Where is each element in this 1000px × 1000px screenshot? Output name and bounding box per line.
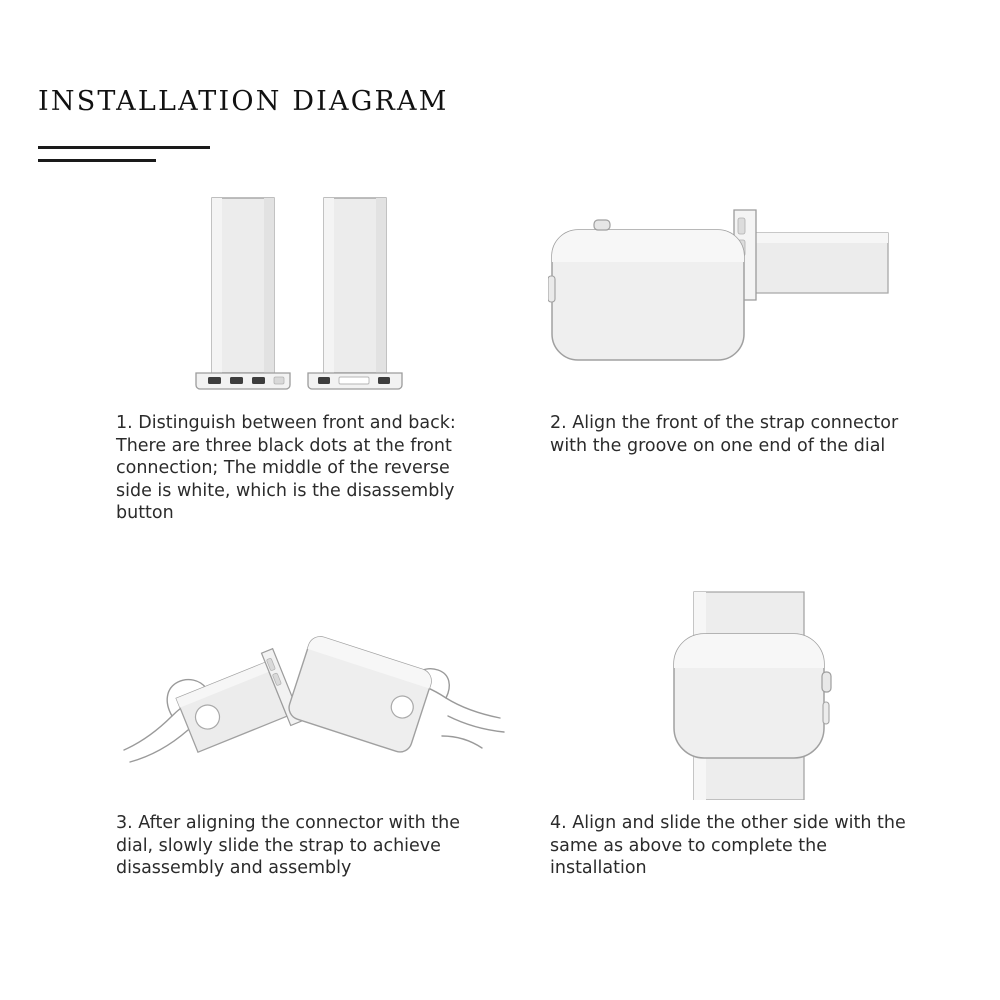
step-4 (548, 590, 948, 878)
step-2 (548, 190, 948, 456)
step-3 (112, 590, 512, 878)
hands-sliding-strap-icon (112, 590, 512, 800)
watch-dial-with-strap-connector-icon (548, 190, 948, 400)
step-2-caption: 2. Align the front of the strap connector with the groove on one end of the dial (550, 413, 899, 456)
page-title-block (38, 86, 538, 117)
step-3-caption: 3. After aligning the connector with the dial, slowly slide the strap to achieve disassembly and assembly (116, 813, 461, 878)
step-4-illustration (548, 590, 948, 800)
step-1-caption: 1. Distinguish between front and back: There are three black dots at the front connection; The middle of the reverse side is white, which is the disassembly button (116, 413, 456, 523)
step-4-caption: 4. Align and slide the other side with the same as above to complete the installation (550, 813, 906, 878)
completed-watch-icon (548, 590, 948, 800)
step-2-illustration (548, 190, 948, 400)
title-rule-thick (38, 146, 210, 149)
step-3-illustration (112, 590, 512, 800)
step-1-illustration (112, 190, 512, 400)
step-1 (112, 190, 512, 523)
page-title: INSTALLATION DIAGRAM (38, 86, 449, 117)
title-rule-thin (38, 159, 156, 162)
strap-front-and-back-connectors-icon (112, 190, 512, 400)
